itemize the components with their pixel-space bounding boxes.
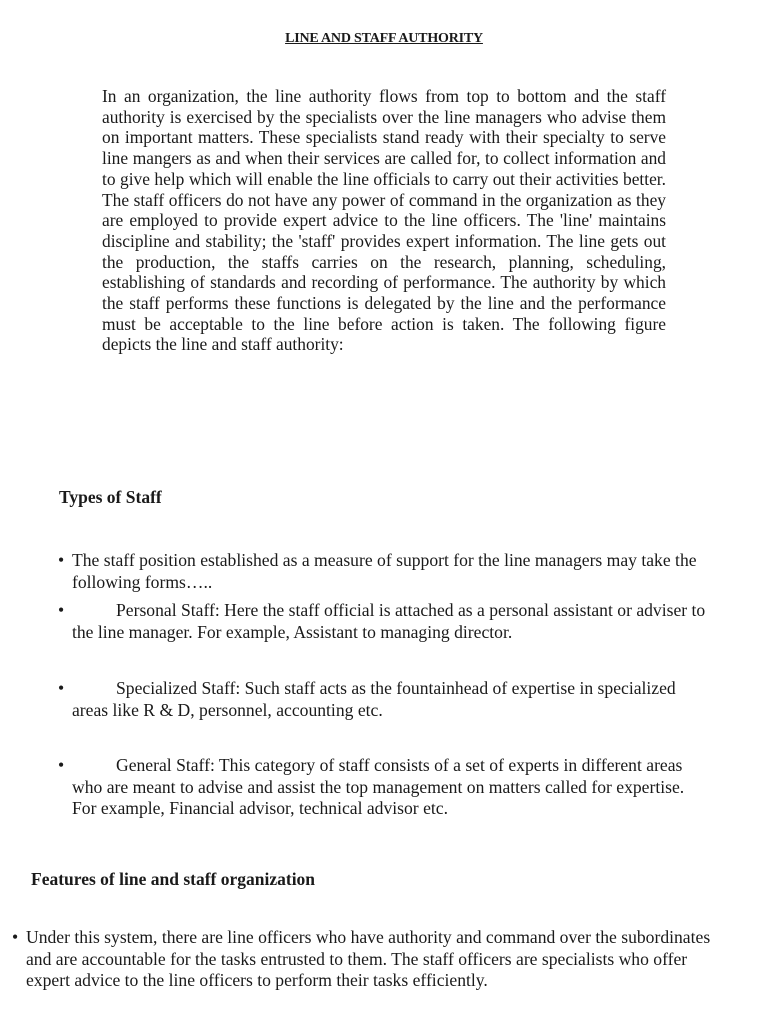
bullet-icon: •	[58, 678, 65, 698]
list-item	[58, 678, 712, 721]
types-of-staff-heading: Types of Staff	[59, 487, 162, 507]
list-item	[58, 755, 712, 820]
features-heading: Features of line and staff organization	[31, 869, 316, 889]
bullet-icon: •	[58, 755, 65, 775]
list-item-text: Personal Staff: Here the staff official is attached as a personal assistant or adviser to the line manager. For example, Assistant to managing director.	[72, 600, 706, 642]
intro-paragraph: In an organization, the line authority flows from top to bottom and the staff authority is exercised by the specialists over the line managers who advise them on important matters. These specialists stand ready with their specialty to serve line mangers as and when their services are called for, to collect information and to give help which will enable the line officials to carry out their activities better. The staff officers do not have any power of command in the organization as they are employed to provide expert advice to the line officers. The 'line' maintains discipline and stability; the 'staff' provides expert information. The line gets out the production, the staffs carries on the research, planning, scheduling, establishing of standards and recording of performance. The authority by which the staff performs these functions is delegated by the line and the performance must be acceptable to the line before action is taken. The following figure depicts the line and staff authority:	[102, 86, 666, 355]
document-title: LINE AND STAFF AUTHORITY	[285, 31, 483, 46]
list-item	[12, 927, 726, 992]
bullet-icon: •	[58, 550, 65, 570]
list-item	[58, 600, 712, 643]
list-item-text: Specialized Staff: Such staff acts as the fountainhead of expertise in specialized areas like R & D, personnel, accounting etc.	[72, 678, 676, 720]
list-item-text: The staff position established as a measure of support for the line managers may take the following forms…..	[72, 550, 697, 592]
bullet-icon: •	[58, 600, 65, 620]
bullet-icon: •	[12, 927, 19, 947]
list-item	[58, 550, 712, 593]
list-item-text: Under this system, there are line officers who have authority and command over the subordinates and are accountable for the tasks entrusted to them. The staff officers are specialists who offer expert advice to the line officers to perform their tasks efficiently.	[26, 927, 711, 990]
list-item-text: General Staff: This category of staff consists of a set of experts in different areas who are meant to advise and assist the top management on matters called for expertise. For example, Financial advisor, technical advisor etc.	[72, 755, 685, 818]
